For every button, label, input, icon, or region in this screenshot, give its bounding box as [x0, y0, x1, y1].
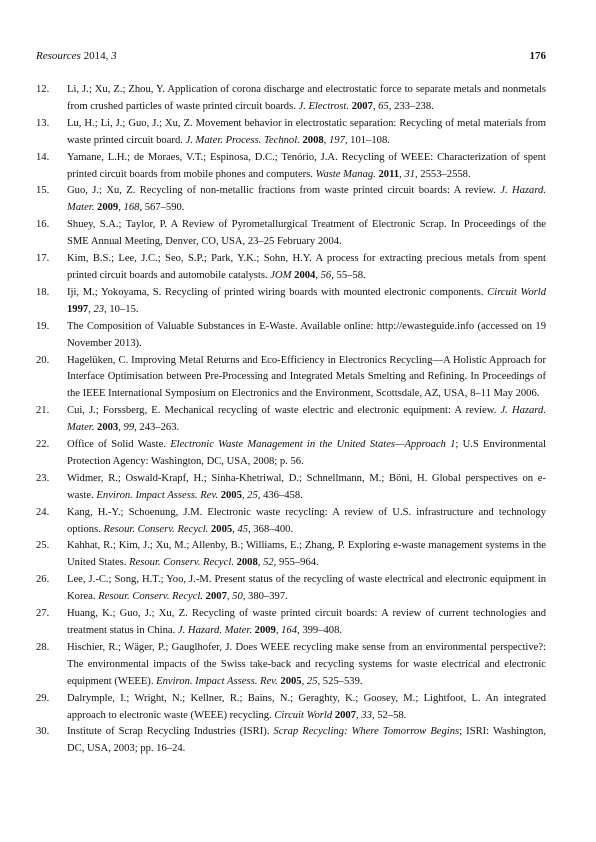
reference-segment: Lu, H.; Li, J.; Guo, J.; Xu, Z. Movement behavior in electrostatic separation: Recycling of metal materials from waste printed circuit board.: [67, 117, 546, 146]
reference-number: 26.: [36, 574, 50, 586]
reference-segment: The Composition of Valuable Substances in E-Waste. Available online: http://ewasteguide.info (accessed on 19 November 2013).: [67, 320, 546, 349]
reference-text: [67, 471, 546, 505]
reference-text: [67, 403, 546, 437]
reference-item: [36, 606, 546, 640]
reference-segment: Dalrymple, I.; Wright, N.; Kellner, R.; Bains, N.; Geraghty, K.; Goosey, M.; Lightfoot, L. An integrated approach to electronic waste (WEEE) recycling.: [67, 692, 546, 721]
reference-text: [67, 606, 546, 640]
reference-segment: , 567–590.: [139, 202, 185, 214]
reference-number: 15.: [36, 185, 50, 197]
reference-number: 12.: [36, 84, 50, 95]
reference-item: [36, 150, 546, 184]
reference-number: 14.: [36, 151, 50, 163]
journal-citation: Resources 2014, 3: [36, 50, 117, 62]
reference-year: 2004: [294, 269, 316, 281]
reference-item: [36, 251, 546, 285]
reference-text: [67, 437, 546, 471]
reference-segment: ,: [232, 523, 238, 535]
reference-number: 18.: [36, 286, 50, 298]
reference-year: 2008: [302, 134, 324, 146]
reference-number: 22.: [36, 439, 50, 451]
reference-item: [36, 217, 546, 251]
reference-number: 19.: [36, 320, 50, 332]
reference-text: [67, 251, 546, 285]
reference-text: [67, 353, 546, 404]
reference-italic-segment: J. Hazard. Mater.: [177, 625, 252, 636]
reference-text: [67, 319, 546, 353]
reference-segment: ,: [372, 100, 379, 112]
reference-number: 24.: [36, 506, 50, 518]
reference-italic-segment: 65: [378, 100, 389, 112]
reference-segment: ,: [118, 202, 124, 214]
reference-text: [67, 691, 546, 725]
reference-year: 2007: [334, 709, 356, 721]
reference-italic-segment: 31: [404, 168, 415, 180]
reference-text: [67, 183, 546, 217]
reference-segment: Huang, K.; Guo, J.; Xu, Z. Recycling of waste printed circuit boards: A review of current technologies and treatment status in China.: [67, 608, 546, 636]
reference-italic-segment: Electronic Waste Management in the United States—Approach 1: [170, 439, 456, 451]
reference-number: 27.: [36, 608, 50, 620]
reference-italic-segment: Resour. Conserv. Recycl.: [129, 557, 234, 569]
reference-italic-segment: 23: [93, 303, 105, 315]
reference-italic-segment: 50: [232, 591, 243, 603]
reference-segment: Yamane, L.H.; de Moraes, V.T.; Espinosa, D.C.; Tenório, J.A. Recycling of WEEE: Characterization of spent printed circuit boards from mobile phones and computers.: [67, 151, 546, 180]
journal-year: 2014: [83, 50, 106, 62]
reference-item: [36, 116, 546, 150]
reference-segment: , 436–458.: [257, 489, 303, 501]
reference-item: [36, 471, 546, 505]
reference-segment: , 2553–2558.: [415, 168, 471, 180]
reference-segment: , 368–400.: [248, 523, 294, 535]
reference-segment: ,: [315, 269, 321, 281]
reference-item: [36, 724, 546, 758]
reference-segment: Kim, B.S.; Lee, J.C.; Seo, S.P.; Park, Y.K.; Sohn, H.Y. A process for extracting precious metals from spent printed circuit boards and automobile catalysts.: [67, 253, 546, 281]
reference-segment: Iji, M.; Yokoyama, S. Recycling of printed wiring boards with mounted electronic components.: [67, 286, 488, 298]
reference-segment: Li, J.; Xu, Z.; Zhou, Y. Application of corona discharge and electrostatic force to separate metals and nonmetals from crushed particles of waste printed circuit boards.: [67, 84, 546, 112]
reference-italic-segment: Environ. Impact Assess. Rev.: [156, 675, 278, 687]
reference-segment: ,: [241, 489, 248, 501]
reference-italic-segment: Circuit World: [274, 709, 333, 721]
journal-volume: 3: [111, 50, 117, 62]
reference-item: [36, 691, 546, 725]
reference-year: 2007: [205, 591, 227, 603]
reference-segment: ,: [399, 168, 405, 180]
reference-item: [36, 538, 546, 572]
reference-italic-segment: 197: [328, 134, 345, 146]
reference-italic-segment: 168: [123, 202, 140, 214]
reference-segment: , 399–408.: [297, 625, 343, 636]
reference-segment: ; U.S Environmental Protection Agency: Washington, DC, USA, 2008; p. 56.: [67, 439, 547, 467]
reference-segment: Office of Solid Waste.: [67, 439, 171, 451]
reference-year: 2009: [254, 625, 276, 636]
reference-number: 23.: [36, 472, 50, 484]
reference-segment: , 380–397.: [242, 591, 288, 603]
reference-item: [36, 82, 546, 116]
reference-italic-segment: J. Electrost.: [298, 100, 350, 112]
reference-segment: ,: [301, 675, 307, 687]
reference-segment: ,: [88, 303, 94, 315]
reference-year: 2011: [378, 168, 400, 180]
reference-item: [36, 572, 546, 606]
reference-year: 1997: [67, 303, 89, 315]
reference-italic-segment: 33: [361, 709, 372, 721]
reference-segment: , 55–58.: [331, 269, 366, 281]
reference-italic-segment: J. Mater. Process. Technol.: [185, 134, 300, 146]
reference-segment: Shuey, S.A.; Taylor, P. A Review of Pyrometallurgical Treatment of Electronic Scrap. In Proceedings of the SME Annual Meeting, Denver, CO, USA, 23–25 February 2004.: [67, 219, 546, 248]
reference-year: 2009: [97, 202, 119, 214]
reference-segment: ,: [257, 557, 264, 569]
reference-italic-segment: 25: [306, 675, 318, 687]
reference-segment: , 101–108.: [344, 134, 390, 146]
reference-segment: ,: [118, 422, 124, 434]
reference-item: [36, 403, 546, 437]
reference-segment: ; ISRI: Washington, DC, USA, 2003; pp. 16–24.: [67, 726, 546, 755]
reference-segment: Institute of Scrap Recycling Industries (ISRI).: [67, 726, 274, 738]
journal-name: Resources: [36, 50, 81, 62]
reference-segment: Hagelüken, C. Improving Metal Returns and Eco-Efficiency in Electronics Recycling—A Holistic Approach for Interface Optimisation between Pre-Processing and Integrated Metals Smelting and Refining. In Proceedings of the IEEE International Symposium on Electronics and the Environment, Scottsdale, AZ, USA, 8–11 May 2006.: [67, 354, 546, 400]
reference-text: [67, 285, 546, 319]
reference-italic-segment: 99: [123, 422, 135, 434]
reference-number: 29.: [36, 692, 50, 704]
reference-italic-segment: J. Hazard. Mater.: [67, 185, 546, 214]
reference-segment: Cui, J.; Forssberg, E. Mechanical recycling of waste electric and electronic equipment: A review.: [67, 405, 501, 417]
reference-item: [36, 505, 546, 539]
reference-text: [67, 640, 546, 691]
running-header: [36, 50, 546, 63]
page-number: 176: [529, 50, 546, 62]
reference-segment: , 955–964.: [273, 557, 319, 569]
reference-italic-segment: Resour. Conserv. Recycl.: [98, 591, 204, 603]
reference-year: 2005: [220, 489, 242, 501]
reference-segment: Guo, J.; Xu, Z. Recycling of non-metallic fractions from waste printed circuit boards: A review.: [67, 185, 501, 197]
reference-text: [67, 505, 546, 539]
reference-segment: , 10–15.: [104, 303, 139, 315]
reference-italic-segment: J. Hazard. Mater.: [67, 405, 546, 434]
reference-italic-segment: Scrap Recycling: Where Tomorrow Begins: [273, 726, 460, 738]
reference-text: [67, 217, 546, 251]
reference-italic-segment: 45: [237, 523, 249, 535]
reference-italic-segment: Circuit World: [487, 286, 546, 298]
reference-number: 28.: [36, 641, 50, 653]
reference-text: [67, 116, 546, 150]
reference-segment: , 525–539.: [317, 675, 363, 687]
reference-list: [36, 82, 546, 758]
reference-item: [36, 183, 546, 217]
reference-segment: ,: [356, 709, 362, 721]
reference-segment: Hischier, R.; Wäger, P.; Gauglhofer, J. Does WEEE recycling make sense from an environmental perspective?: The environmental impacts of the Swiss take-back and recycling systems for waste electrical and electronic equipment (WEEE).: [67, 641, 546, 687]
reference-number: 20.: [36, 354, 50, 366]
reference-segment: , 52–58.: [371, 709, 407, 721]
reference-year: 2003: [97, 422, 119, 434]
reference-italic-segment: 52: [263, 557, 274, 569]
reference-segment: Widmer, R.; Oswald-Krapf, H.; Sinha-Khetriwal, D.; Schnellmann, M.; Böni, H. Global perspectives on e-waste.: [67, 472, 546, 501]
reference-italic-segment: Resour. Conserv. Recycl.: [103, 523, 209, 535]
reference-italic-segment: 164: [281, 625, 298, 636]
reference-number: 21.: [36, 405, 50, 417]
reference-item: [36, 353, 546, 404]
reference-italic-segment: JOM: [270, 269, 292, 281]
reference-segment: Kahhat, R.; Kim, J.; Xu, M.; Allenby, B.; Williams, E.; Zhang, P. Exploring e-waste management systems in the United States.: [67, 540, 546, 569]
reference-item: [36, 640, 546, 691]
reference-year: 2005: [280, 675, 302, 687]
reference-number: 30.: [36, 726, 50, 738]
reference-item: [36, 285, 546, 319]
reference-text: [67, 538, 546, 572]
reference-text: [67, 572, 546, 606]
reference-italic-segment: 25: [247, 489, 258, 501]
reference-item: [36, 319, 546, 353]
reference-italic-segment: Waste Manag.: [315, 168, 376, 180]
reference-segment: ,: [323, 134, 329, 146]
reference-number: 16.: [36, 219, 50, 231]
reference-text: [67, 724, 546, 758]
reference-italic-segment: 56: [320, 269, 332, 281]
reference-year: 2005: [210, 523, 233, 535]
reference-number: 25.: [36, 540, 50, 552]
reference-segment: Kang, H.-Y.; Schoenung, J.M. Electronic waste recycling: A review of U.S. infrastructure and technology options.: [67, 506, 546, 535]
reference-year: 2008: [236, 557, 258, 569]
reference-segment: ,: [226, 591, 233, 603]
reference-italic-segment: Environ. Impact Assess. Rev.: [96, 489, 219, 501]
reference-year: 2007: [351, 100, 373, 112]
reference-text: [67, 150, 546, 184]
reference-number: 13.: [36, 117, 50, 129]
reference-segment: , 233–238.: [388, 100, 434, 112]
reference-segment: ,: [275, 625, 282, 636]
reference-text: [67, 82, 546, 116]
reference-segment: Lee, J.-C.; Song, H.T.; Yoo, J.-M. Present status of the recycling of waste electrical and electronic equipment in Korea.: [67, 574, 546, 603]
reference-item: [36, 437, 546, 471]
reference-number: 17.: [36, 253, 50, 265]
reference-segment: , 243–263.: [134, 422, 180, 434]
